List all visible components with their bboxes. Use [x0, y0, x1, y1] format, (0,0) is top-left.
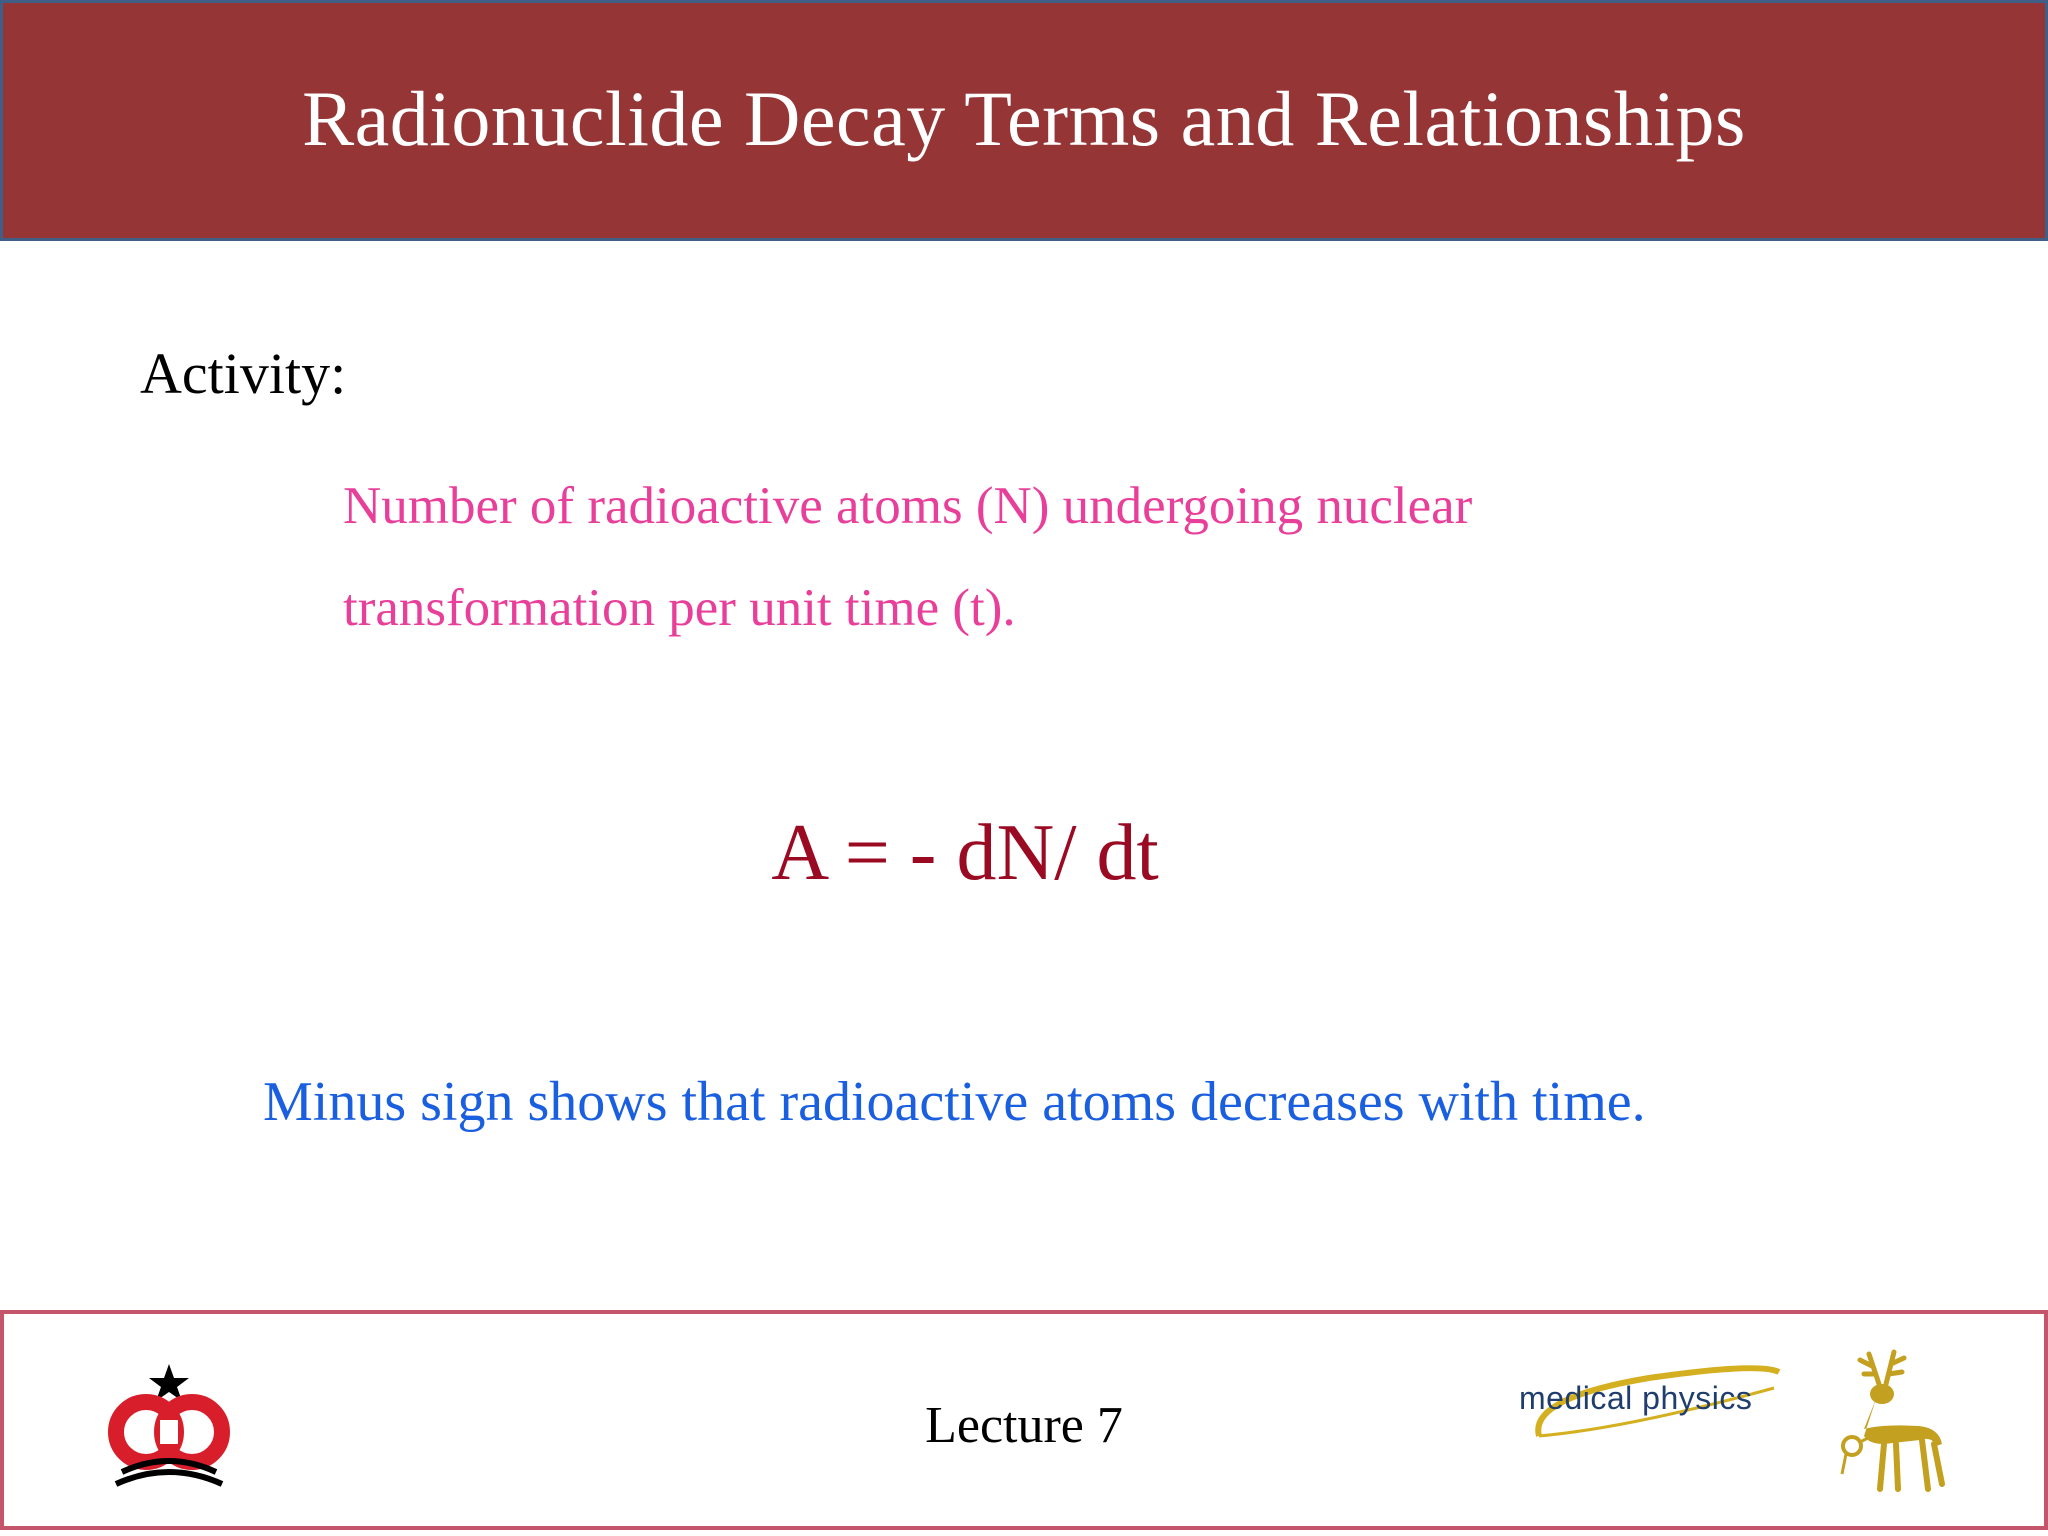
medical-physics-logo-icon	[1509, 1358, 1799, 1458]
minus-sign-note: Minus sign shows that radioactive atoms decreases with time.	[263, 1071, 1646, 1133]
definition-line-2: transformation per unit time (t).	[343, 579, 1016, 637]
slide-header	[0, 0, 2048, 241]
slide-footer	[0, 1310, 2048, 1530]
activity-formula: A = - dN/ dt	[771, 809, 1159, 897]
slide-title: Radionuclide Decay Terms and Relationships	[302, 74, 1746, 162]
definition-line-1: Number of radioactive atoms (N) undergoing nuclear	[343, 477, 1473, 535]
lecture-label: Lecture 7	[925, 1397, 1123, 1454]
term-label: Activity:	[140, 341, 347, 406]
definition-text	[343, 455, 1743, 659]
stag-crest-icon	[1824, 1344, 1954, 1504]
medical-physics-logo-text: medical physics	[1519, 1380, 1753, 1416]
